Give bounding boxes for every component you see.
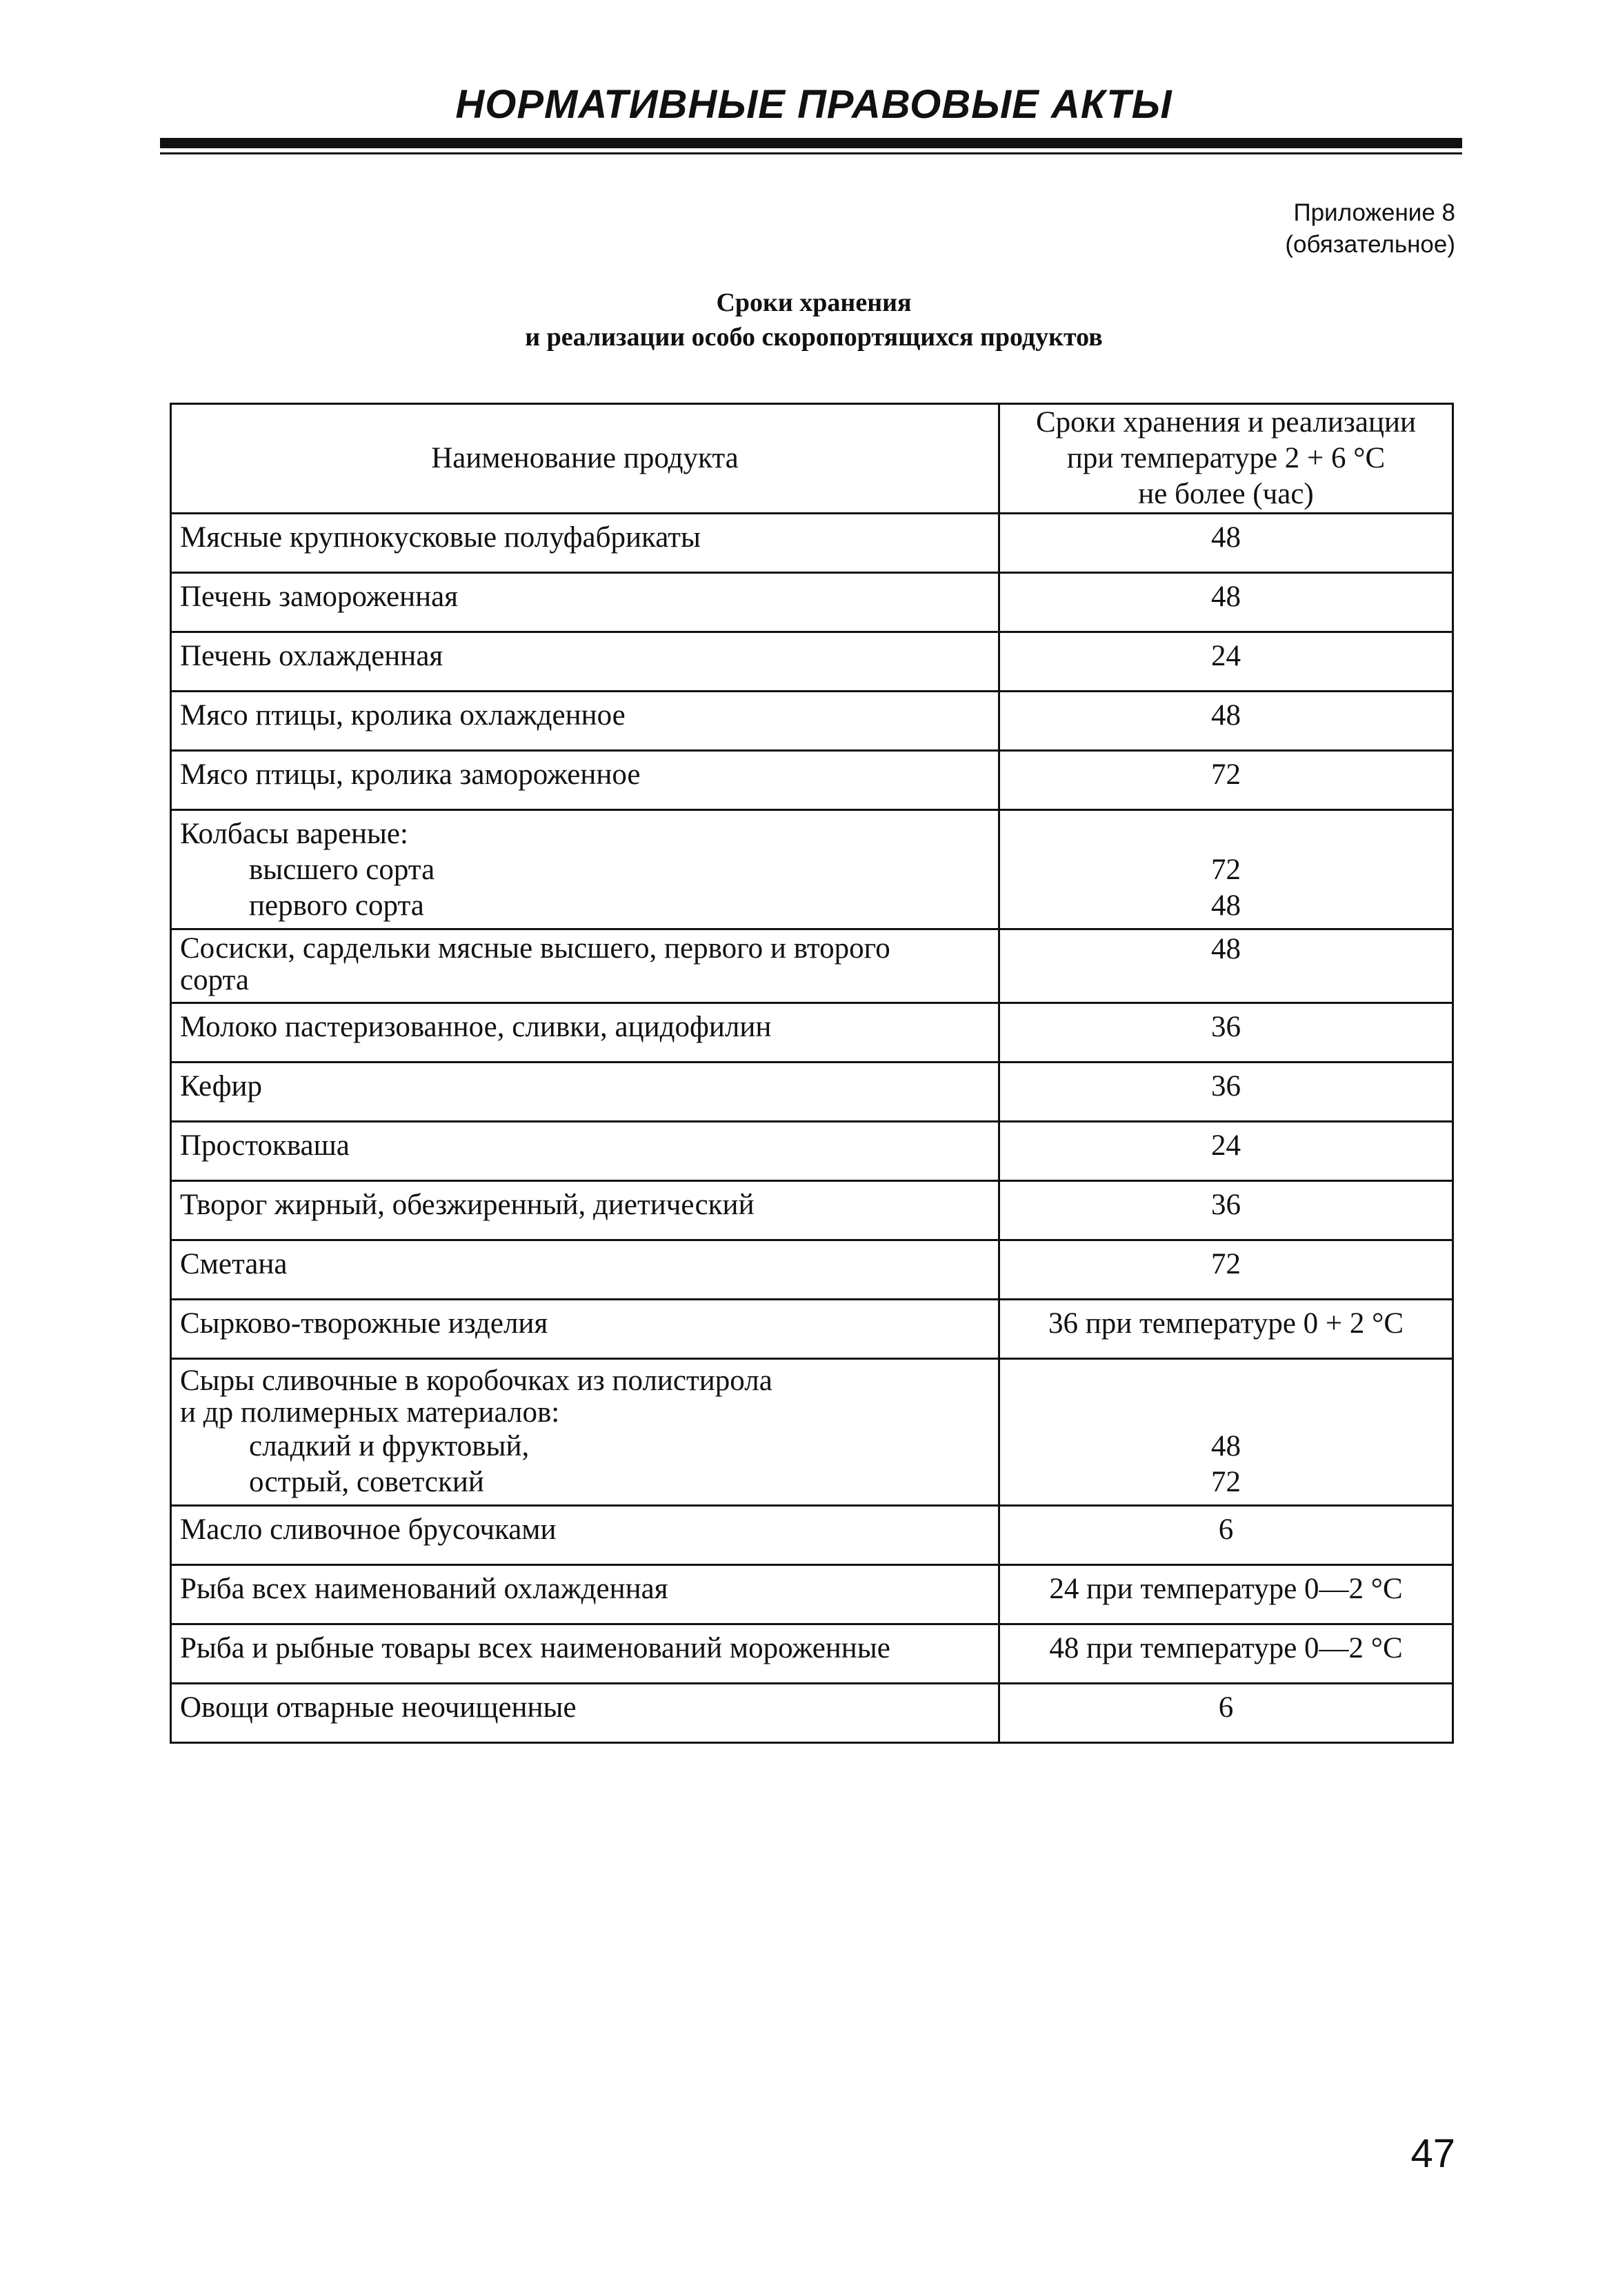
table-row [171, 810, 1453, 929]
storage-hours: 48 [999, 514, 1453, 573]
product-name: Печень замороженная [171, 573, 999, 632]
document-title [163, 285, 1465, 354]
table-row [171, 1063, 1453, 1122]
table-row [171, 1181, 1453, 1240]
storage-hours: 48 [999, 929, 1453, 1003]
table-row [171, 1240, 1453, 1300]
appendix-label [1285, 197, 1455, 261]
table-row [171, 1565, 1453, 1624]
product-name-line-2: сорта [180, 964, 249, 996]
storage-hours-group [999, 1359, 1453, 1506]
product-name: Сырково-творожные изделия [171, 1300, 999, 1359]
appendix-status: (обязательное) [1285, 231, 1455, 258]
storage-hours: 48 [999, 573, 1453, 632]
table-row [171, 1122, 1453, 1181]
header-storage-terms-line-2: при температуре 2 + 6 °С [1066, 442, 1386, 474]
table-row [171, 1506, 1453, 1565]
header-product-name: Наименование продукта [171, 404, 999, 514]
storage-hours: 24 [999, 1122, 1453, 1181]
product-name-line-1: Сосиски, сардельки мясные высшего, первого и второго [180, 932, 890, 965]
product-group-name-line-1: Сыры сливочные в коробочках из полистирола [180, 1364, 772, 1397]
storage-hours: 24 [999, 632, 1453, 692]
product-name: Овощи отварные неочищенные [171, 1684, 999, 1743]
product-subitem-name: острый, советский [249, 1466, 484, 1498]
storage-hours: 48 [1211, 889, 1241, 922]
storage-hours: 72 [1211, 1466, 1241, 1498]
product-name: Молоко пастеризованное, сливки, ацидофилин [171, 1003, 999, 1063]
table-row [171, 1003, 1453, 1063]
table-row [171, 1624, 1453, 1684]
product-name [171, 929, 999, 1003]
table-row [171, 573, 1453, 632]
table-row [171, 1359, 1453, 1506]
header-storage-terms-line-1: Сроки хранения и реализации [1036, 406, 1416, 439]
table-row [171, 514, 1453, 573]
storage-hours: 6 [999, 1506, 1453, 1565]
storage-hours: 48 [1211, 1430, 1241, 1462]
product-group [171, 810, 999, 929]
product-name: Творог жирный, обезжиренный, диетический [171, 1181, 999, 1240]
product-name: Кефир [171, 1063, 999, 1122]
storage-hours: 72 [1211, 854, 1241, 886]
document-title-line-1: Сроки хранения [716, 288, 912, 317]
product-name: Мясо птицы, кролика замороженное [171, 751, 999, 810]
table-row [171, 1684, 1453, 1743]
table-row [171, 1300, 1453, 1359]
storage-hours: 36 [999, 1063, 1453, 1122]
header-storage-terms [999, 404, 1453, 514]
table-row [171, 929, 1453, 1003]
product-name: Сметана [171, 1240, 999, 1300]
appendix-number: Приложение 8 [1293, 199, 1455, 226]
table-row [171, 751, 1453, 810]
product-name: Печень охлажденная [171, 632, 999, 692]
table-row [171, 632, 1453, 692]
running-header-title: НОРМАТИВНЫЕ ПРАВОВЫЕ АКТЫ [455, 82, 1172, 127]
product-name: Масло сливочное брусочками [171, 1506, 999, 1565]
header-rule-thin [160, 152, 1462, 154]
page-number: 47 [1410, 2131, 1455, 2176]
product-group-name-line-2: и др полимерных материалов: [180, 1396, 560, 1429]
product-name: Мясо птицы, кролика охлажденное [171, 692, 999, 751]
storage-hours: 36 [999, 1181, 1453, 1240]
storage-hours: 36 [999, 1003, 1453, 1063]
storage-hours: 36 при температуре 0 + 2 °С [999, 1300, 1453, 1359]
table-header-row [171, 404, 1453, 514]
product-name: Мясные крупнокусковые полуфабрикаты [171, 514, 999, 573]
header-rule-thick [160, 138, 1462, 148]
document-title-line-2: и реализации особо скоропортящихся продуктов [525, 323, 1103, 352]
product-group [171, 1359, 999, 1506]
storage-hours: 48 [999, 692, 1453, 751]
product-subitem-name: высшего сорта [249, 854, 435, 886]
table-row [171, 692, 1453, 751]
product-name: Простокваша [171, 1122, 999, 1181]
storage-hours: 72 [999, 751, 1453, 810]
product-subitem-name: первого сорта [249, 889, 424, 922]
product-name: Рыба и рыбные товары всех наименований мороженные [171, 1624, 999, 1684]
product-group-name: Колбасы вареные: [180, 818, 408, 850]
storage-hours: 24 при температуре 0—2 °С [999, 1565, 1453, 1624]
product-name: Рыба всех наименований охлажденная [171, 1565, 999, 1624]
storage-hours-group [999, 810, 1453, 929]
storage-hours: 48 при температуре 0—2 °С [999, 1624, 1453, 1684]
storage-terms-table [170, 403, 1454, 1744]
product-subitem-name: сладкий и фруктовый, [249, 1430, 530, 1462]
header-storage-terms-line-3: не более (час) [1138, 478, 1314, 510]
storage-hours: 72 [999, 1240, 1453, 1300]
storage-hours: 6 [999, 1684, 1453, 1743]
